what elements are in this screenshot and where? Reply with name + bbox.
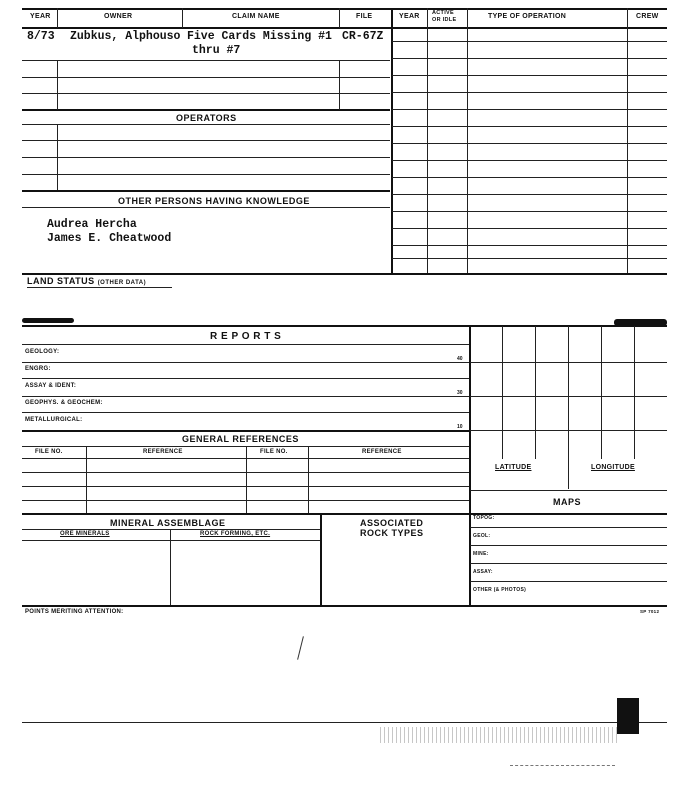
person-2: James E. Cheatwood: [47, 232, 172, 245]
header-crew: CREW: [636, 13, 659, 20]
person-1: Audrea Hercha: [47, 218, 137, 231]
ref-file-no-2: FILE NO.: [260, 449, 288, 455]
ref-file-no-1: FILE NO.: [35, 449, 63, 455]
operators-heading: OPERATORS: [176, 113, 237, 123]
map-topog: TOPOG:: [473, 515, 495, 521]
pencil-mark: [297, 636, 304, 660]
scan-mark-left: [22, 318, 74, 323]
ref-reference-1: REFERENCE: [143, 449, 183, 455]
report-engrg: ENGRG:: [25, 366, 51, 372]
report-num-40: 40: [457, 356, 463, 362]
map-mine: MINE:: [473, 551, 489, 557]
record-claim-name-cont: thru #7: [192, 44, 241, 57]
general-references-heading: GENERAL REFERENCES: [182, 434, 299, 444]
header-year: YEAR: [30, 13, 51, 20]
scan-noise: [380, 727, 620, 743]
record-owner: Zubkus, Alphouso: [70, 30, 181, 43]
header-type-of-operation: TYPE OF OPERATION: [488, 13, 567, 20]
report-geology: GEOLOGY:: [25, 349, 60, 355]
report-assay: ASSAY & IDENT:: [25, 383, 77, 389]
reports-heading: R E P O R T S: [210, 331, 282, 342]
map-assay: ASSAY:: [473, 569, 493, 575]
header-claim-name: CLAIM NAME: [232, 13, 280, 20]
header-file: FILE: [356, 13, 373, 20]
other-persons-heading: OTHER PERSONS HAVING KNOWLEDGE: [118, 196, 310, 206]
header-year-2: YEAR: [399, 13, 420, 20]
mineral-assemblage-heading: MINERAL ASSEMBLAGE: [110, 518, 226, 528]
header-or-idle: OR IDLE: [432, 17, 457, 23]
record-claim-name: Five Cards Missing #1: [187, 30, 332, 43]
land-status-label: LAND STATUS: [27, 276, 95, 286]
scan-block: [617, 698, 639, 734]
form-number: SP 7012: [640, 609, 660, 614]
latitude-label: LATITUDE: [495, 464, 532, 471]
land-status-heading: [27, 276, 146, 286]
record-file: CR-67Z: [342, 30, 384, 43]
rock-forming-label: ROCK FORMING, ETC.: [200, 531, 271, 537]
map-other: OTHER (& PHOTOS): [473, 587, 527, 593]
report-metallurgical: METALLURGICAL:: [25, 417, 83, 423]
land-status-sub: (OTHER DATA): [97, 280, 147, 286]
longitude-label: LONGITUDE: [591, 464, 635, 471]
map-geol: GEOL:: [473, 533, 491, 539]
ref-reference-2: REFERENCE: [362, 449, 402, 455]
report-geophys: GEOPHYS. & GEOCHEM:: [25, 400, 103, 406]
associated-rock-types-2: ROCK TYPES: [360, 528, 424, 538]
associated-rock-types-1: ASSOCIATED: [360, 518, 424, 528]
header-active: ACTIVE: [432, 10, 454, 16]
header-owner: OWNER: [104, 13, 133, 20]
ore-minerals-label: ORE MINERALS: [60, 531, 110, 537]
record-year: 8/73: [27, 30, 55, 43]
maps-heading: MAPS: [553, 497, 582, 507]
points-meriting-attention: POINTS MERITING ATTENTION:: [25, 609, 124, 615]
report-num-30: 30: [457, 390, 463, 396]
report-num-10: 10: [457, 424, 463, 430]
